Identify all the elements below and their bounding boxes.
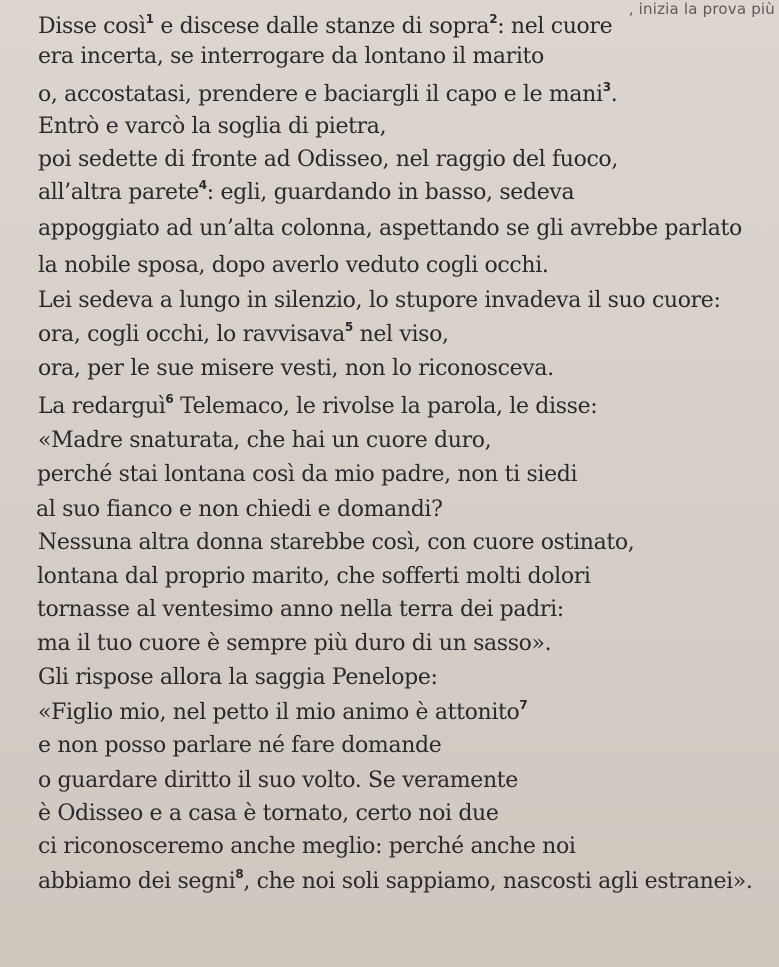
line-text: «Madre snaturata, che hai un cuore duro, bbox=[38, 428, 492, 453]
line-text: lontana dal proprio marito, che sofferti molti dolori bbox=[37, 564, 591, 589]
line-text: la nobile sposa, dopo averlo veduto cogli occhi. bbox=[38, 253, 549, 278]
footnote-marker: 2 bbox=[489, 12, 498, 26]
poem-line bbox=[38, 869, 753, 895]
poem-line bbox=[38, 428, 491, 454]
poem-line bbox=[38, 530, 634, 556]
poem-line bbox=[38, 700, 527, 726]
poem-line bbox=[38, 801, 499, 827]
line-text: perché stai lontana così da mio padre, non ti siedi bbox=[37, 462, 578, 487]
poem-line bbox=[37, 597, 564, 623]
line-text-continued: : nel cuore bbox=[497, 14, 613, 39]
poem-line bbox=[36, 497, 443, 523]
poem-line bbox=[38, 733, 441, 759]
line-text: o, accostatasi, prendere e baciargli il capo e le mani bbox=[38, 82, 603, 107]
line-text-continued: Telemaco, le rivolse la parola, le disse: bbox=[173, 394, 598, 419]
poem-line bbox=[38, 216, 742, 242]
footnote-marker: 1 bbox=[145, 12, 154, 26]
footnote-marker: 5 bbox=[344, 320, 353, 334]
poem-line bbox=[38, 114, 386, 140]
line-text: all’altra parete bbox=[38, 180, 199, 205]
line-text: tornasse al ventesimo anno nella terra dei padri: bbox=[37, 597, 564, 622]
line-text-continued: . bbox=[610, 82, 618, 107]
line-text: o guardare diritto il suo volto. Se veramente bbox=[38, 768, 518, 793]
line-text: ora, per le sue misere vesti, non lo riconosceva. bbox=[38, 356, 554, 381]
line-text: Disse così bbox=[38, 14, 146, 39]
footnote-marker: 7 bbox=[519, 698, 528, 712]
poem-line bbox=[38, 253, 549, 279]
poem-line bbox=[37, 462, 577, 488]
poem-line bbox=[38, 288, 721, 314]
line-text-continued: nel viso, bbox=[352, 322, 449, 347]
poem-line bbox=[38, 665, 438, 691]
footnote-marker: 4 bbox=[198, 178, 207, 192]
footnote-marker: 3 bbox=[602, 80, 611, 94]
line-text: è Odisseo e a casa è tornato, certo noi due bbox=[38, 801, 499, 826]
line-text: ci riconosceremo anche meglio: perché anche noi bbox=[38, 834, 576, 859]
line-text: Entrò e varcò la soglia di pietra, bbox=[38, 114, 387, 139]
line-text-continued: e discese dalle stanze di sopra bbox=[153, 14, 490, 39]
poem-line bbox=[38, 322, 449, 348]
footnote-marker: 6 bbox=[165, 392, 174, 406]
line-text: poi sedette di fronte ad Odisseo, nel raggio del fuoco, bbox=[38, 147, 618, 172]
footnote-marker: 8 bbox=[235, 867, 244, 881]
poem-line bbox=[38, 147, 618, 173]
line-text: La redarguì bbox=[38, 394, 166, 419]
poem-line bbox=[37, 631, 551, 657]
line-text-continued: , che noi soli sappiamo, nascosti agli estranei». bbox=[243, 869, 753, 894]
line-text-continued: : egli, guardando in basso, sedeva bbox=[206, 180, 575, 205]
line-text: appoggiato ad un’alta colonna, aspettando se gli avrebbe parlato bbox=[38, 216, 742, 241]
poem-line bbox=[38, 768, 518, 794]
poem-line bbox=[37, 564, 591, 590]
line-text: Nessuna altra donna starebbe così, con cuore ostinato, bbox=[38, 530, 635, 555]
line-text: ma il tuo cuore è sempre più duro di un sasso». bbox=[37, 631, 552, 656]
line-text: ora, cogli occhi, lo ravvisava bbox=[38, 322, 345, 347]
poem-line bbox=[38, 394, 597, 420]
line-text: abbiamo dei segni bbox=[38, 869, 236, 894]
line-text: «Figlio mio, nel petto il mio animo è attonito bbox=[38, 700, 520, 725]
poem-line bbox=[38, 82, 617, 108]
line-text: Lei sedeva a lungo in silenzio, lo stupore invadeva il suo cuore: bbox=[38, 288, 721, 313]
line-text: e non posso parlare né fare domande bbox=[38, 733, 442, 758]
poem-line bbox=[38, 180, 574, 206]
poem-line bbox=[38, 356, 554, 382]
poem-line bbox=[38, 14, 612, 40]
corner-note: , inizia la prova più bbox=[628, 0, 775, 18]
poem-line bbox=[38, 44, 544, 70]
line-text: al suo fianco e non chiedi e domandi? bbox=[36, 497, 443, 522]
line-text: era incerta, se interrogare da lontano il marito bbox=[38, 44, 544, 69]
line-text: Gli rispose allora la saggia Penelope: bbox=[38, 665, 438, 690]
poem-line bbox=[38, 834, 576, 860]
